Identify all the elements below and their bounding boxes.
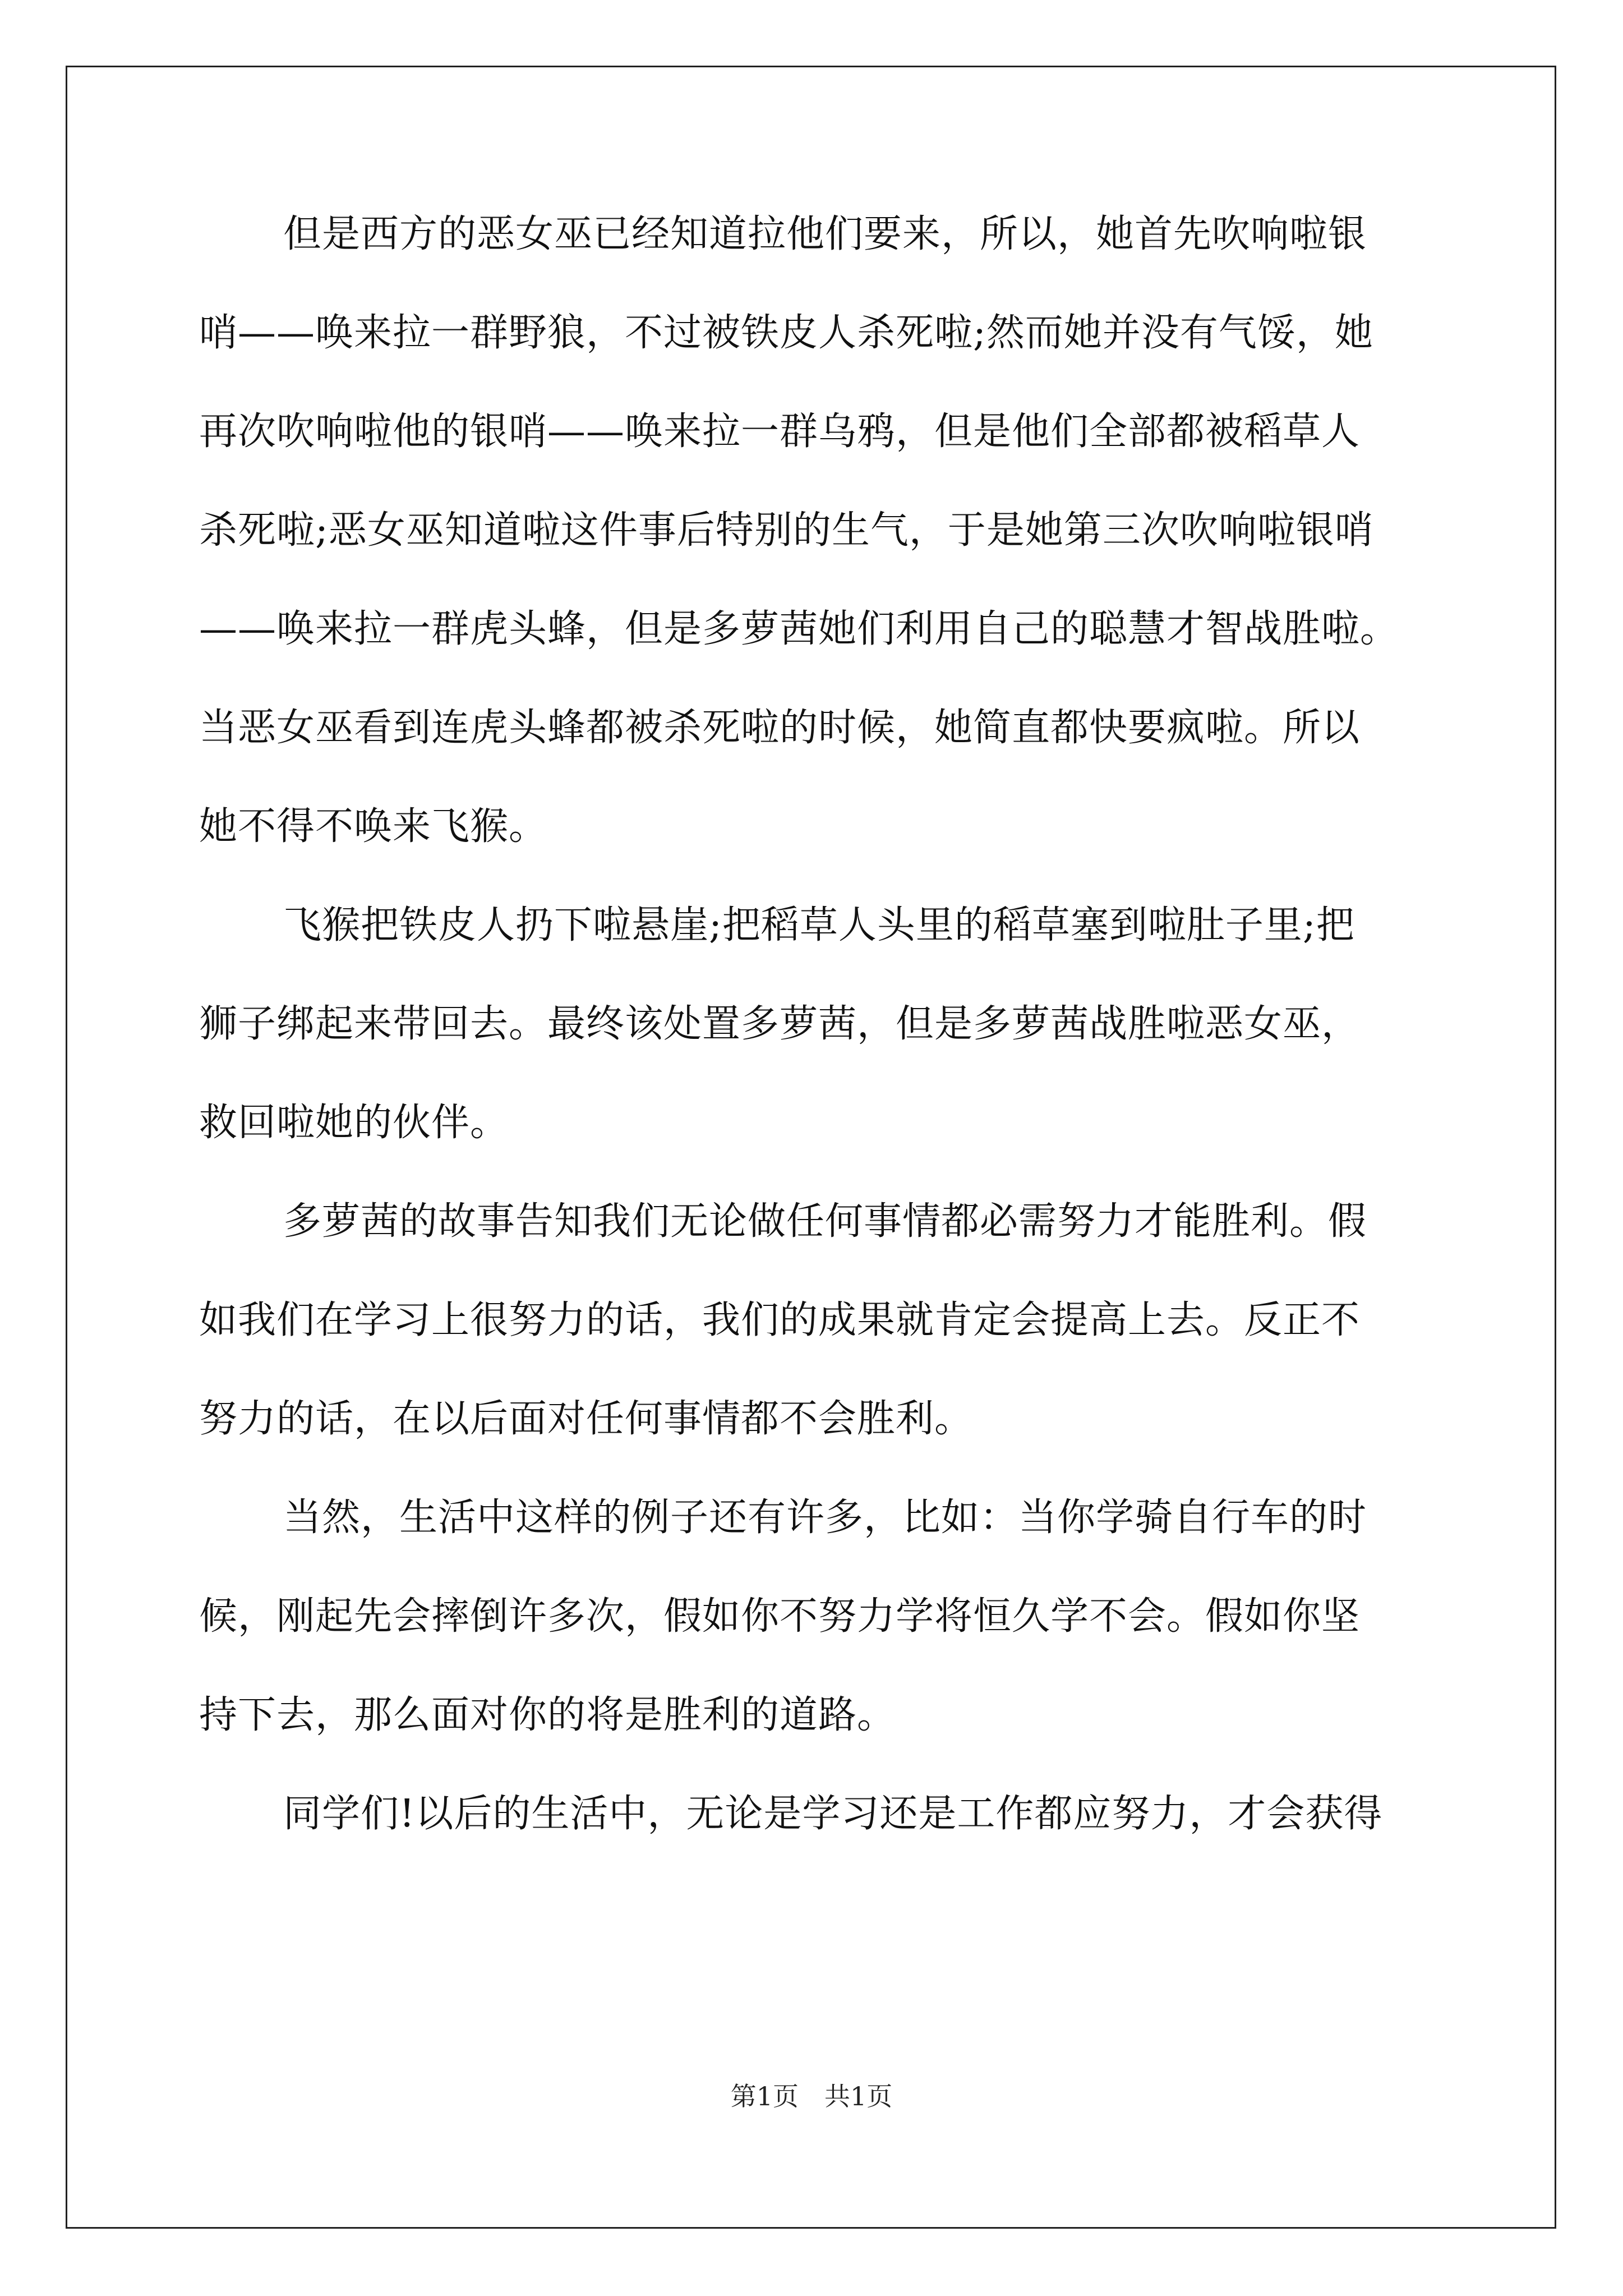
paragraph-1-line-4: 杀死啦;恶女巫知道啦这件事后特别的生气，于是她第三次吹响啦银哨 [199, 508, 1373, 553]
paragraph-3-line-2: 如我们在学习上很努力的话，我们的成果就肯定会提高上去。反正不 [199, 1298, 1361, 1342]
paragraph-1-line-3: 再次吹响啦他的银哨——唤来拉一群乌鸦，但是他们全部都被稻草人 [199, 409, 1361, 454]
paragraph-1-line-1: 但是西方的恶女巫已经知道拉他们要来，所以，她首先吹响啦银 [283, 212, 1367, 256]
paragraph-4-line-3: 持下去，那么面对你的将是胜利的道路。 [199, 1693, 896, 1737]
paragraph-1-line-6: 当恶女巫看到连虎头蜂都被杀死啦的时候，她简直都快要疯啦。所以 [199, 706, 1361, 750]
paragraph-4-line-2: 候，刚起先会摔倒许多次，假如你不努力学将恒久学不会。假如你坚 [199, 1594, 1361, 1639]
paragraph-2-line-3: 救回啦她的伙伴。 [199, 1101, 509, 1145]
paragraph-4-line-1: 当然，生活中这样的例子还有许多，比如：当你学骑自行车的时 [283, 1496, 1367, 1540]
paragraph-5-line-1: 同学们!以后的生活中，无论是学习还是工作都应努力，才会获得 [283, 1792, 1383, 1836]
paragraph-3-line-3: 努力的话，在以后面对任何事情都不会胜利。 [199, 1397, 974, 1441]
paragraph-1-line-5: ——唤来拉一群虎头蜂，但是多萝茜她们利用自己的聪慧才智战胜啦。 [199, 607, 1399, 651]
paragraph-2-line-1: 飞猴把铁皮人扔下啦悬崖;把稻草人头里的稻草塞到啦肚子里;把 [283, 903, 1355, 947]
paragraph-1-line-7: 她不得不唤来飞猴。 [199, 804, 548, 849]
paragraph-2-line-2: 狮子绑起来带回去。最终该处置多萝茜，但是多萝茜战胜啦恶女巫， [199, 1002, 1361, 1046]
page-footer: 第1页 共1页 [730, 2081, 893, 2111]
paragraph-3-line-1: 多萝茜的故事告知我们无论做任何事情都必需努力才能胜利。假 [283, 1199, 1367, 1244]
paragraph-1-line-2: 哨——唤来拉一群野狼，不过被铁皮人杀死啦;然而她并没有气馁，她 [199, 311, 1373, 355]
page-border [66, 66, 1556, 2229]
